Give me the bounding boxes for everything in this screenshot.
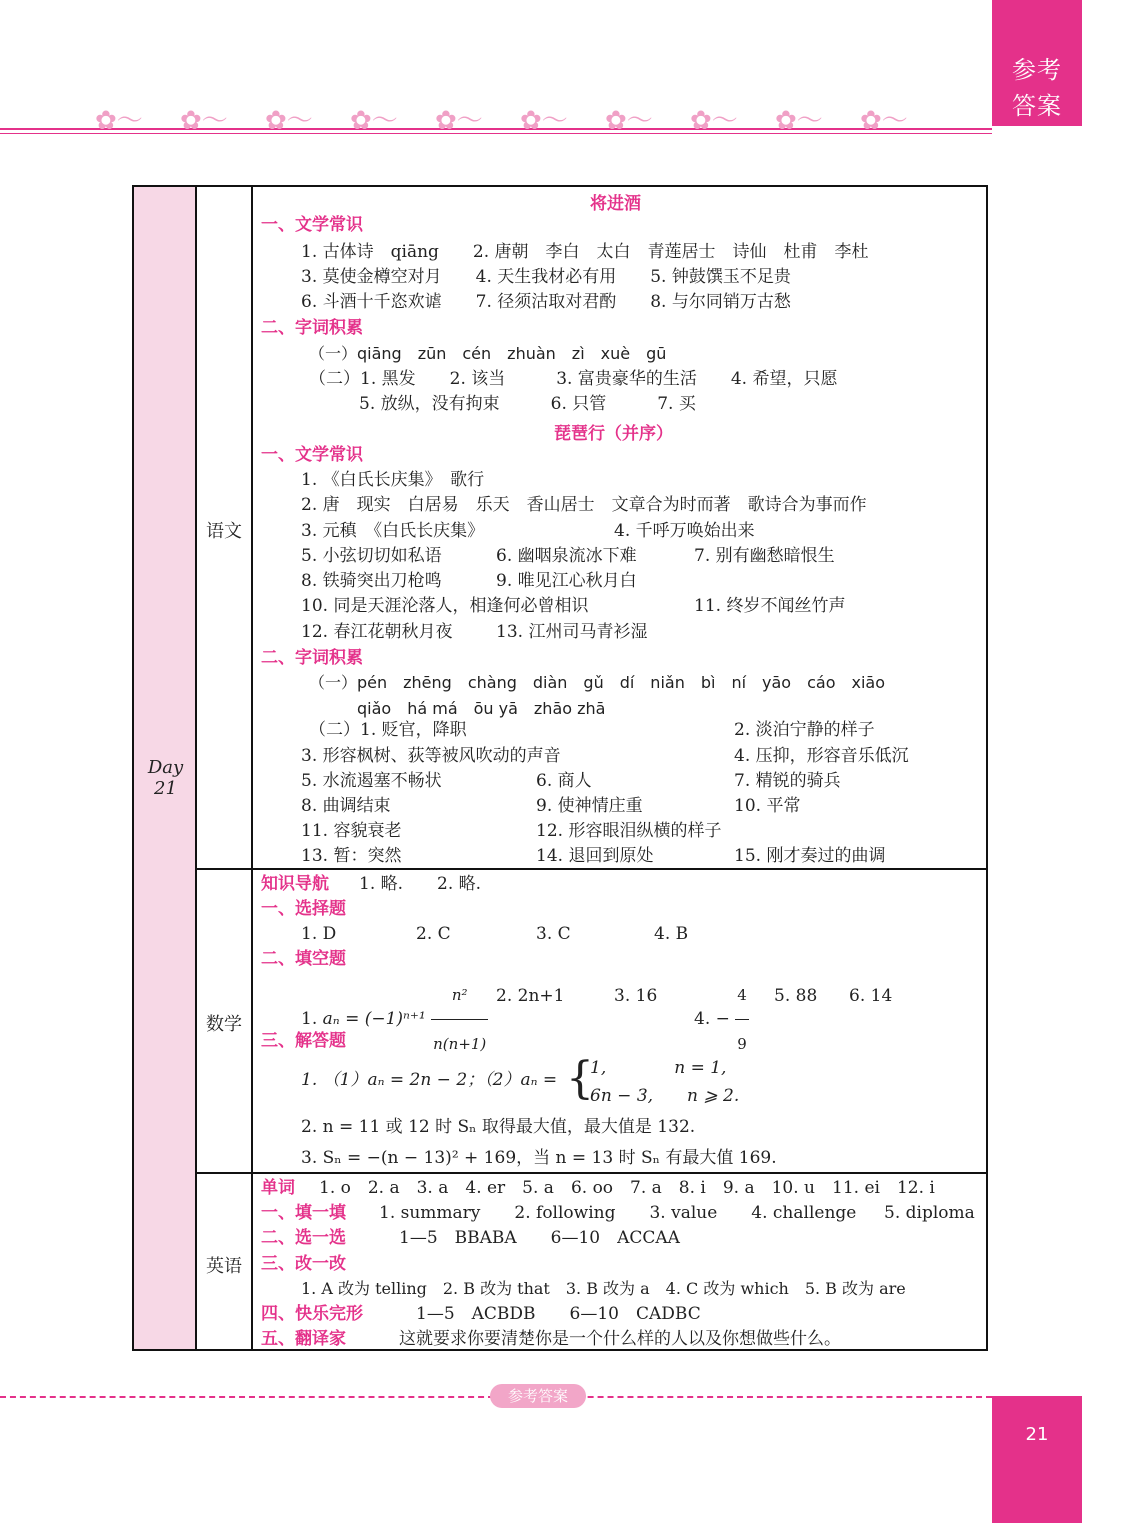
- subject-cell-math: [197, 870, 253, 1174]
- text-line: 3. 元稹 《白氏长庆集》: [301, 521, 485, 541]
- text-line: 14. 退回到原处: [536, 846, 654, 866]
- formula-line: [301, 971, 488, 1068]
- text-line: 4. 压抑，形容音乐低沉: [734, 746, 909, 766]
- answer: 6. 14: [849, 986, 893, 1006]
- answer-corner-tab: [992, 0, 1082, 126]
- answer: 1. D: [301, 924, 337, 944]
- day-column: [134, 187, 197, 1349]
- page-number: 21: [1025, 1424, 1049, 1445]
- pinyin-line: （一）pén zhēng chàng diàn gǔ dí niǎn bì ní yāo cáo xiāo: [309, 673, 885, 692]
- answer: 4. B: [654, 924, 689, 944]
- text-line: 8. 铁骑突出刀枪鸣: [301, 571, 442, 591]
- text-line: 1—5 ACBDB 6—10 CADBC: [416, 1304, 701, 1324]
- text-line: 5. 放纵，没有拘束 6. 只管 7. 买: [359, 394, 696, 414]
- section-heading: 二、字词积累: [261, 648, 363, 668]
- text-line: 11. 终岁不闻丝竹声: [694, 596, 846, 616]
- text-line: 7. 别有幽愁暗恨生: [694, 546, 835, 566]
- fraction-denominator: 9: [737, 1035, 747, 1053]
- text-line: 13. 江州司马青衫湿: [496, 622, 648, 642]
- answer: 2. C: [416, 924, 451, 944]
- pinyin-line: qiǎo há má ōu yā zhāo zhā: [357, 699, 606, 718]
- fraction-numerator: 4: [735, 971, 749, 1020]
- text-line: 9. 唯见江心秋月白: [496, 571, 637, 591]
- formula-line: 1. （1）aₙ = 2n − 2；（2）aₙ =: [301, 1070, 558, 1090]
- text-line: 3. 形容枫树、荻等被风吹动的声音: [301, 746, 561, 766]
- text-line: 2. 淡泊宁静的样子: [734, 720, 875, 740]
- section-heading: 二、字词积累: [261, 318, 363, 338]
- text-line: 1. 《白氏长庆集》 歌行: [301, 470, 485, 490]
- text-line: （二）1. 黑发 2. 该当 3. 富贵豪华的生活 4. 希望，只愿: [309, 369, 838, 389]
- section-heading: 二、填空题: [261, 949, 346, 969]
- answer: 2. 2n+1: [496, 986, 565, 1006]
- corner-line2: 答案: [1012, 92, 1062, 120]
- poem1-title: 将进酒: [590, 194, 641, 214]
- bird-ornament-icon: ✿〜: [605, 106, 653, 136]
- section-heading: 五、翻译家: [261, 1329, 346, 1349]
- text-line: 11. 容貌衰老: [301, 821, 402, 841]
- fraction-numerator: n²: [431, 971, 488, 1020]
- row-divider: [197, 1172, 986, 1174]
- text-line: 1. o 2. a 3. a 4. er 5. a 6. oo 7. a 8. i 9. a 10. u 11. ei 12. i: [319, 1178, 935, 1198]
- corner-line1: 参考: [1012, 56, 1062, 84]
- text-line: 5. 小弦切切如私语: [301, 546, 442, 566]
- answer: 3. C: [536, 924, 571, 944]
- text-line: 6. 斗酒十千恣欢谑 7. 径须沽取对君酌 8. 与尔同销万古愁: [301, 292, 791, 312]
- bird-ornament-icon: ✿〜: [265, 106, 313, 136]
- bird-ornament-icon: ✿〜: [350, 106, 398, 136]
- brace: {: [566, 1053, 594, 1104]
- section-heading: 单词: [261, 1178, 295, 1198]
- section-heading: 四、快乐完形: [261, 1304, 363, 1324]
- text-line: 15. 刚才奏过的曲调: [734, 846, 886, 866]
- text-line: 10. 平常: [734, 796, 801, 816]
- text-line: 12. 形容眼泪纵横的样子: [536, 821, 722, 841]
- text-line: 3. Sₙ = −(n − 13)² + 169，当 n = 13 时 Sₙ 有最大值 169.: [301, 1148, 777, 1168]
- poem2-title: 琵琶行（并序）: [554, 424, 673, 444]
- answer-table: [132, 185, 988, 1351]
- text-line: 6. 幽咽泉流冰下难: [496, 546, 637, 566]
- text-line: 12. 春江花朝秋月夜: [301, 622, 453, 642]
- bird-ornament-icon: ✿〜: [860, 106, 908, 136]
- text-line: 2. n = 11 或 12 时 Sₙ 取得最大值，最大值是 132.: [301, 1117, 696, 1137]
- text-line: 13. 暂：突然: [301, 846, 402, 866]
- bird-ornament-icon: ✿〜: [690, 106, 738, 136]
- text-line: 5. diploma: [884, 1203, 975, 1223]
- text-line: 4. 千呼万唤始出来: [614, 521, 755, 541]
- formula-lhs: aₙ = (−1)ⁿ⁺¹: [322, 1009, 426, 1029]
- subject-chinese: 语文: [206, 521, 242, 542]
- bird-ornament-icon: ✿〜: [775, 106, 823, 136]
- section-heading: 三、改一改: [261, 1254, 346, 1274]
- section-heading: 二、选一选: [261, 1228, 346, 1248]
- text-line: 1. 略. 2. 略.: [359, 874, 482, 894]
- header-rule-thin: [0, 133, 992, 134]
- answer: 5. 88: [774, 986, 818, 1006]
- text-line: 1. summary 2. following 3. value 4. challenge: [379, 1203, 857, 1223]
- section-heading: 一、选择题: [261, 899, 346, 919]
- footer-badge: 参考答案: [490, 1384, 586, 1408]
- case-line: 1, n = 1,: [590, 1058, 727, 1078]
- bird-ornament-icon: ✿〜: [180, 106, 228, 136]
- text-line: 5. 水流遏塞不畅状: [301, 771, 442, 791]
- fraction: [735, 971, 749, 1068]
- section-heading: 一、填一填: [261, 1203, 346, 1223]
- subject-cell-english: [197, 1174, 253, 1349]
- formula-line: [694, 971, 749, 1068]
- text-line: 2. 唐 现实 白居易 乐天 香山居士 文章合为时而著 歌诗合为事而作: [301, 495, 867, 515]
- text-line: 1. A 改为 telling 2. B 改为 that 3. B 改为 a 4. C 改为 which 5. B 改为 are: [301, 1279, 906, 1298]
- text-line: 10. 同是天涯沦落人，相逢何必曾相识: [301, 596, 589, 616]
- section-heading: 一、文学常识: [261, 445, 363, 465]
- section-heading: 三、解答题: [261, 1031, 346, 1051]
- subject-cell-chinese: [197, 187, 253, 870]
- fraction-denominator: n(n+1): [433, 1035, 487, 1053]
- section-heading: 知识导航: [261, 874, 329, 894]
- text-line: 3. 莫使金樽空对月 4. 天生我材必有用 5. 钟鼓馔玉不足贵: [301, 267, 791, 287]
- day-label: Day 21: [147, 757, 184, 799]
- text-line: 1. 古体诗 qiāng 2. 唐朝 李白 太白 青莲居士 诗仙 杜甫 李杜: [301, 242, 869, 262]
- case-line: 6n − 3, n ⩾ 2.: [590, 1086, 740, 1106]
- pinyin-line: （一）qiāng zūn cén zhuàn zì xuè gū: [309, 344, 667, 363]
- subject-math: 数学: [206, 1014, 242, 1035]
- section-heading: 一、文学常识: [261, 215, 363, 235]
- bird-ornament-icon: ✿〜: [95, 106, 143, 136]
- text-line: 7. 精锐的骑兵: [734, 771, 841, 791]
- q-number: 1.: [301, 1009, 318, 1029]
- text-line: 1—5 BBABA 6—10 ACCAA: [399, 1228, 680, 1248]
- text-line: 这就要求你要清楚你是一个什么样的人以及你想做些什么。: [399, 1329, 841, 1349]
- header-rule: [0, 128, 992, 130]
- answer: 3. 16: [614, 986, 658, 1006]
- text-line: 9. 使神情庄重: [536, 796, 643, 816]
- row-divider: [197, 868, 986, 870]
- text-line: 6. 商人: [536, 771, 592, 791]
- fraction: [431, 971, 488, 1068]
- bird-ornament-icon: ✿〜: [520, 106, 568, 136]
- text-line: （二）1. 贬官，降职: [309, 720, 467, 740]
- text-line: 8. 曲调结束: [301, 796, 391, 816]
- subject-english: 英语: [206, 1256, 242, 1277]
- bird-ornament-icon: ✿〜: [435, 106, 483, 136]
- page-number-tab: [992, 1396, 1082, 1523]
- q-number: 4. −: [694, 1009, 730, 1029]
